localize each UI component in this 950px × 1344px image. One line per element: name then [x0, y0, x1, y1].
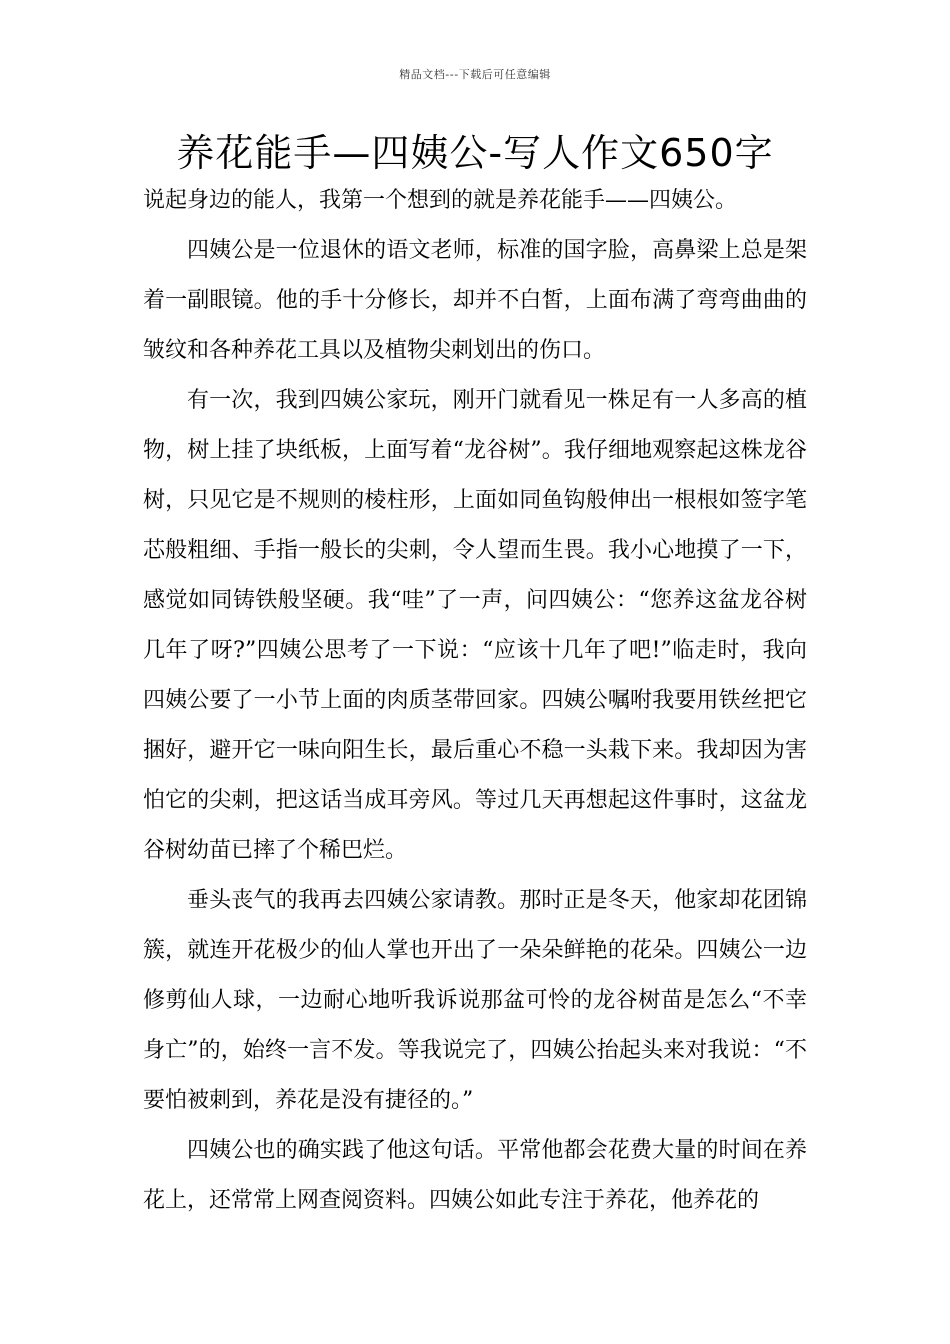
header-note: 精品文档---下载后可任意编辑: [399, 68, 551, 81]
paragraph-intro: 说起身边的能人，我第一个想到的就是养花能手——四姨公。: [143, 188, 738, 213]
document-body: [143, 176, 807, 1226]
document-title: 养花能手—四姨公-写人作文650字: [176, 131, 774, 175]
paragraph-winter-visit: 垂头丧气的我再去四姨公家请教。那时正是冬天，他家却花团锦簇，就连开花极少的仙人掌也开出了一朵朵鲜艳的花朵。四姨公一边修剪仙人球，一边耐心地听我诉说那盆可怜的龙谷树苗是怎么“不幸身亡”的，始终一言不发。等我说完了，四姨公抬起头来对我说：“不要怕被刺到，养花是没有捷径的。”: [143, 888, 807, 1113]
paragraph-description: 四姨公是一位退休的语文老师，标准的国字脸，高鼻梁上总是架着一副眼镜。他的手十分修长，却并不白皙，上面布满了弯弯曲曲的皱纹和各种养花工具以及植物尖刺划出的伤口。: [143, 238, 807, 363]
paragraph-dragon-tree-story: 有一次，我到四姨公家玩，刚开门就看见一株足有一人多高的植物，树上挂了块纸板，上面写着“龙谷树”。我仔细地观察起这株龙谷树，只见它是不规则的棱柱形，上面如同鱼钩般伸出一根根如签字笔芯般粗细、手指一般长的尖刺，令人望而生畏。我小心地摸了一下，感觉如同铸铁般坚硬。我“哇”了一声，问四姨公：“您养这盆龙谷树几年了呀?”四姨公思考了一下说：“应该十几年了吧!”临走时，我向四姨公要了一小节上面的肉质茎带回家。四姨公嘱咐我要用铁丝把它捆好，避开它一味向阳生长，最后重心不稳一头栽下来。我却因为害怕它的尖刺，把这话当成耳旁风。等过几天再想起这件事时，这盆龙谷树幼苗已摔了个稀巴烂。: [143, 388, 807, 863]
paragraph-practice: 四姨公也的确实践了他这句话。平常他都会花费大量的时间在养花上，还常常上网查阅资料。四姨公如此专注于养花，他养花的: [143, 1138, 807, 1213]
